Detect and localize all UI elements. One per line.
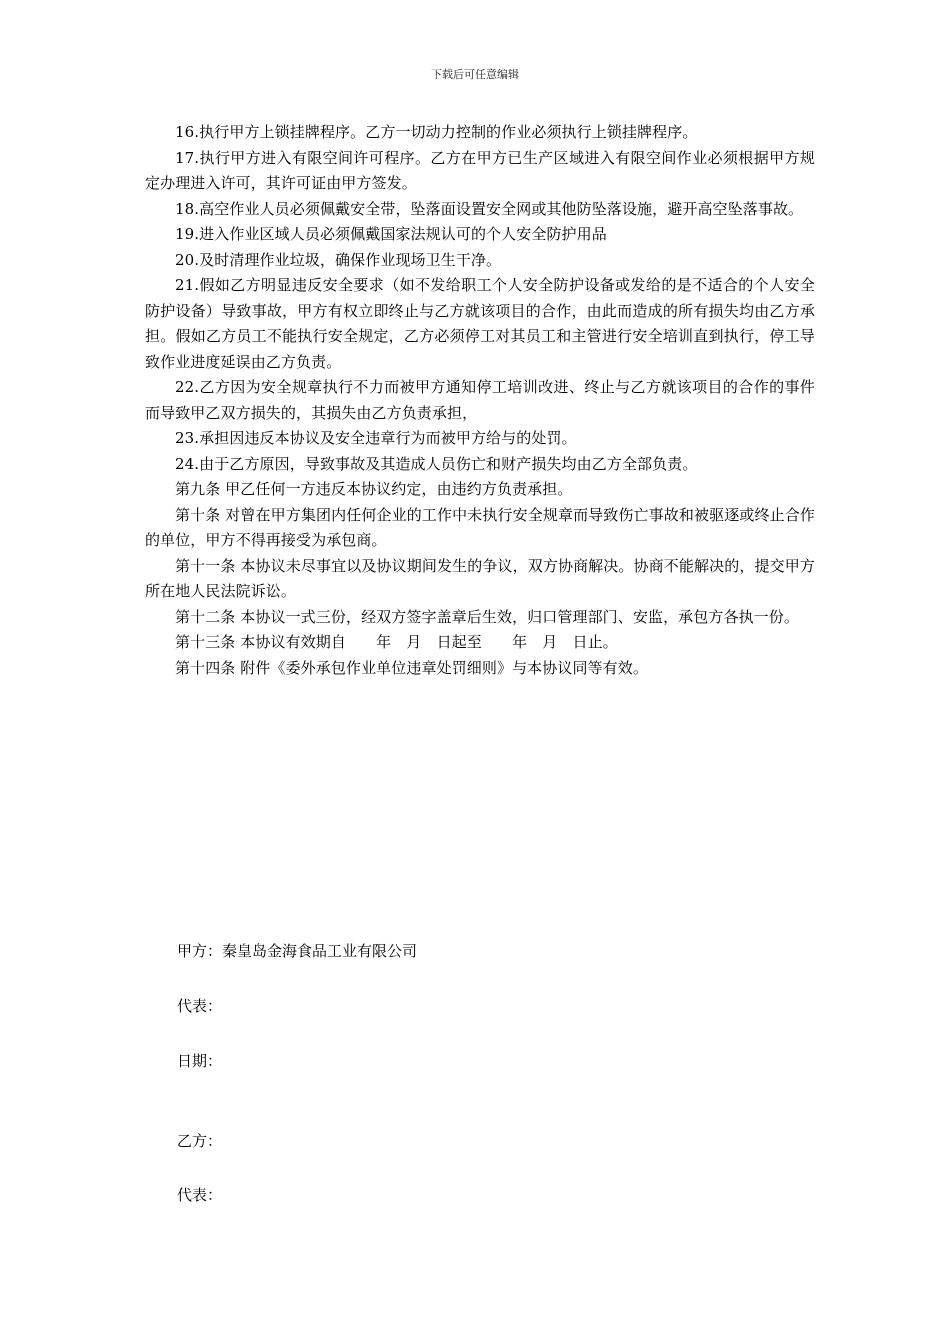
document-body [145, 120, 815, 681]
clause-18: 18.高空作业人员必须佩戴安全带，坠落面设置安全网或其他防坠落设施，避开高空坠落事故。 [175, 199, 804, 218]
page-header-note: 下载后可任意编辑 [431, 68, 519, 81]
article-13: 第十三条 本协议有效期自 年 月 日起至 年 月 日止。 [175, 633, 618, 651]
party-a-representative: 代表： [177, 997, 223, 1015]
party-b-name: 乙方： [177, 1132, 223, 1150]
clause-16: 16.执行甲方上锁挂牌程序。乙方一切动力控制的作业必须执行上锁挂牌程序。 [175, 123, 698, 141]
clause-21: 21.假如乙方明显违反安全要求（如不发给职工个人安全防护设备或发给的是不适合的个人安全防护设备）导致事故，甲方有权立即终止与乙方就该项目的合作，由此而造成的所有损失均由乙方承担。假如乙方员工不能执行安全规定，乙方必须停工对其员工和主管进行安全培训直到执行，停工导致作业进度延误由乙方负责。 [145, 276, 815, 371]
clause-22: 22.乙方因为安全规章执行不力而被甲方通知停工培训改进、终止与乙方就该项目的合作的事件而导致甲乙双方损失的，其损失由乙方负责承担， [145, 378, 815, 422]
clause-17: 17.执行甲方进入有限空间许可程序。乙方在甲方已生产区域进入有限空间作业必须根据甲方规定办理进入许可，其许可证由甲方签发。 [145, 148, 815, 192]
article-14: 第十四条 附件《委外承包作业单位违章处罚细则》与本协议同等有效。 [175, 658, 648, 677]
party-a-date: 日期： [177, 1052, 223, 1070]
clause-23: 23.承担因违反本协议及安全违章行为而被甲方给与的处罚。 [175, 429, 577, 447]
article-11: 第十一条 本协议未尽事宜以及协议期间发生的争议，双方协商解决。协商不能解决的，提交甲方所在地人民法院诉讼。 [145, 556, 815, 600]
article-12: 第十二条 本协议一式三份，经双方签字盖章后生效，归口管理部门、安监，承包方各执一份。 [175, 607, 799, 626]
article-9: 第九条 甲乙任何一方违反本协议约定，由违约方负责承担。 [175, 480, 573, 498]
clause-19: 19.进入作业区域人员必须佩戴国家法规认可的个人安全防护用品 [175, 225, 607, 243]
party-a-name: 甲方：秦皇岛金海食品工业有限公司 [177, 942, 418, 960]
clause-20: 20.及时清理作业垃圾，确保作业现场卫生干净。 [175, 250, 502, 269]
party-b-representative: 代表： [177, 1186, 223, 1204]
article-10: 第十条 对曾在甲方集团内任何企业的工作中未执行安全规章而导致伤亡事故和被驱逐或终止合作的单位，甲方不得再接受为承包商。 [145, 505, 815, 549]
clause-24: 24.由于乙方原因，导致事故及其造成人员伤亡和财产损失均由乙方全部负责。 [175, 454, 698, 473]
